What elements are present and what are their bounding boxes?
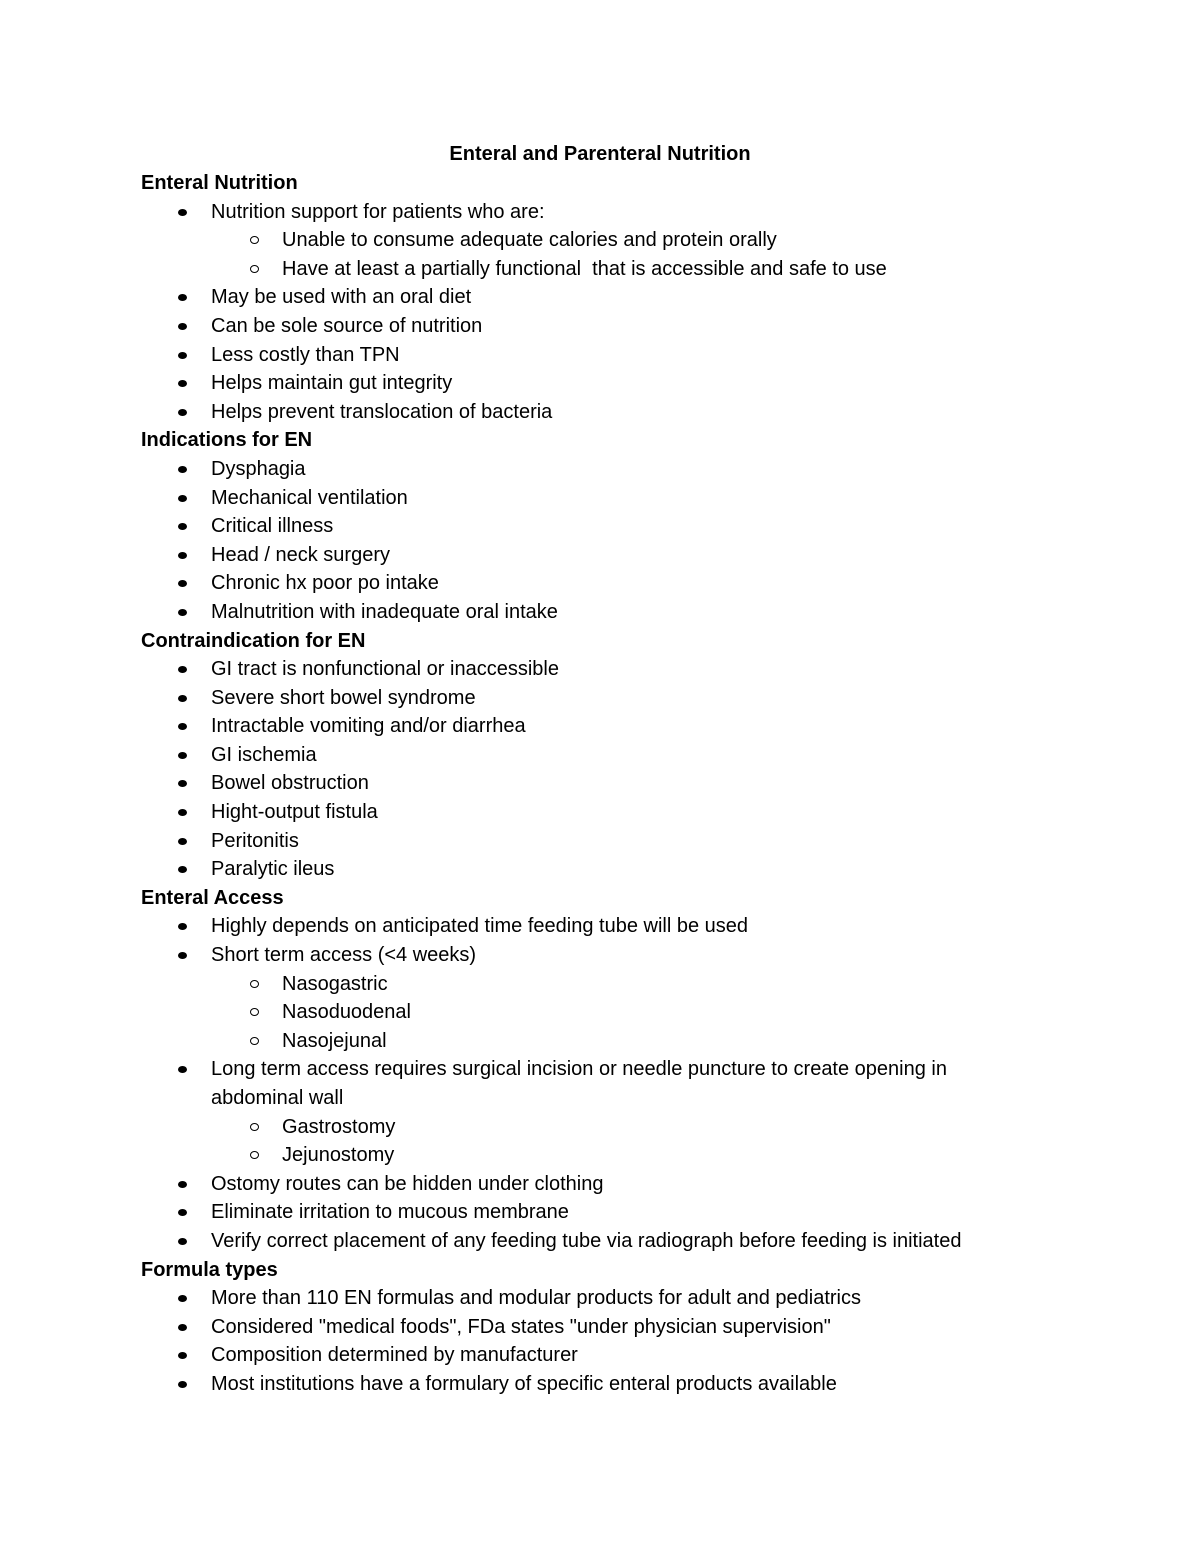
list-item bbox=[141, 569, 1041, 598]
section-list-enteral-nutrition bbox=[141, 198, 1041, 427]
filled-bullet-icon bbox=[178, 866, 187, 873]
hollow-bullet-icon bbox=[250, 980, 259, 988]
list-item bbox=[141, 684, 1041, 713]
sub-list-item bbox=[141, 970, 1041, 999]
list-item bbox=[141, 1313, 1041, 1342]
list-item-text: GI ischemia bbox=[211, 743, 317, 766]
filled-bullet-icon bbox=[178, 1181, 187, 1188]
filled-bullet-icon bbox=[178, 695, 187, 702]
list-item-text: Less costly than TPN bbox=[211, 343, 400, 366]
list-item-text: Paralytic ileus bbox=[211, 858, 335, 881]
sub-list-item bbox=[141, 226, 1041, 255]
list-item-text: More than 110 EN formulas and modular products for adult and pediatrics bbox=[211, 1287, 861, 1310]
list-item-text: Critical illness bbox=[211, 515, 334, 538]
list-item bbox=[141, 198, 1041, 227]
filled-bullet-icon bbox=[178, 1066, 187, 1073]
sub-list-item bbox=[141, 1113, 1041, 1142]
filled-bullet-icon bbox=[178, 1295, 187, 1302]
filled-bullet-icon bbox=[178, 352, 187, 359]
list-item bbox=[141, 512, 1041, 541]
list-item-text: Nutrition support for patients who are: bbox=[211, 200, 545, 223]
section-heading-enteral-access: Enteral Access bbox=[141, 886, 284, 909]
list-item bbox=[141, 1055, 1041, 1112]
filled-bullet-icon bbox=[178, 1324, 187, 1331]
filled-bullet-icon bbox=[178, 952, 187, 959]
list-item bbox=[141, 712, 1041, 741]
list-item-text: Hight-output fistula bbox=[211, 801, 378, 824]
document-title: Enteral and Parenteral Nutrition bbox=[449, 143, 751, 165]
list-item-text: Short term access (<4 weeks) bbox=[211, 944, 477, 967]
list-item-text: Eliminate irritation to mucous membrane bbox=[211, 1201, 569, 1224]
hollow-bullet-icon bbox=[250, 236, 259, 244]
list-item-text: Gastrostomy bbox=[282, 1115, 396, 1138]
list-item bbox=[141, 1284, 1041, 1313]
list-item-text: Helps prevent translocation of bacteria bbox=[211, 400, 553, 423]
filled-bullet-icon bbox=[178, 838, 187, 845]
list-item bbox=[141, 1341, 1041, 1370]
list-item bbox=[141, 541, 1041, 570]
filled-bullet-icon bbox=[178, 523, 187, 530]
filled-bullet-icon bbox=[178, 380, 187, 387]
filled-bullet-icon bbox=[178, 1352, 187, 1359]
list-item bbox=[141, 312, 1041, 341]
hollow-bullet-icon bbox=[250, 265, 259, 273]
filled-bullet-icon bbox=[178, 752, 187, 759]
list-item-text: Most institutions have a formulary of specific enteral products available bbox=[211, 1372, 837, 1395]
section-heading-formula-types: Formula types bbox=[141, 1258, 278, 1281]
list-item bbox=[141, 1170, 1041, 1199]
list-item-text: Malnutrition with inadequate oral intake bbox=[211, 600, 558, 623]
filled-bullet-icon bbox=[178, 1381, 187, 1388]
list-item-text: Have at least a partially functional that is accessible and safe to use bbox=[282, 257, 887, 280]
list-item bbox=[141, 398, 1041, 427]
list-item-text: Nasojejunal bbox=[282, 1029, 387, 1052]
section-heading-indications: Indications for EN bbox=[141, 429, 313, 452]
sub-list-item bbox=[141, 1027, 1041, 1056]
list-item bbox=[141, 855, 1041, 884]
list-item bbox=[141, 484, 1041, 513]
list-item bbox=[141, 1370, 1041, 1399]
list-item-text: Dysphagia bbox=[211, 457, 306, 480]
hollow-bullet-icon bbox=[250, 1037, 259, 1045]
filled-bullet-icon bbox=[178, 409, 187, 416]
filled-bullet-icon bbox=[178, 552, 187, 559]
section-heading-contraindication: Contraindication for EN bbox=[141, 629, 366, 652]
list-item bbox=[141, 769, 1041, 798]
list-item bbox=[141, 912, 1041, 941]
list-item-text: Nasoduodenal bbox=[282, 1001, 411, 1024]
list-item-text: Long term access requires surgical incision or needle puncture to create opening in abdominal wall bbox=[211, 1058, 947, 1109]
filled-bullet-icon bbox=[178, 809, 187, 816]
list-item-text: Chronic hx poor po intake bbox=[211, 572, 439, 595]
section-heading-enteral-nutrition: Enteral Nutrition bbox=[141, 172, 298, 194]
list-item bbox=[141, 1227, 1041, 1256]
list-item-text: Head / neck surgery bbox=[211, 543, 390, 566]
section-list-indications bbox=[141, 455, 1041, 627]
list-item bbox=[141, 655, 1041, 684]
hollow-bullet-icon bbox=[250, 1151, 259, 1159]
hollow-bullet-icon bbox=[250, 1008, 259, 1016]
list-item-text: Bowel obstruction bbox=[211, 772, 369, 795]
sub-list-item bbox=[141, 255, 1041, 284]
list-item-text: Considered "medical foods", FDa states "under physician supervision" bbox=[211, 1315, 831, 1338]
filled-bullet-icon bbox=[178, 466, 187, 473]
section-list-formula-types bbox=[141, 1284, 1041, 1398]
list-item bbox=[141, 283, 1041, 312]
list-item-text: Severe short bowel syndrome bbox=[211, 686, 476, 709]
list-item bbox=[141, 798, 1041, 827]
list-item bbox=[141, 1198, 1041, 1227]
list-item-text: Unable to consume adequate calories and protein orally bbox=[282, 229, 777, 252]
section-list-contraindication bbox=[141, 655, 1041, 884]
list-item-text: Helps maintain gut integrity bbox=[211, 372, 453, 395]
filled-bullet-icon bbox=[178, 294, 187, 301]
filled-bullet-icon bbox=[178, 1209, 187, 1216]
list-item-text: Composition determined by manufacturer bbox=[211, 1344, 578, 1367]
list-item-text: Jejunostomy bbox=[282, 1144, 395, 1167]
list-item bbox=[141, 455, 1041, 484]
hollow-bullet-icon bbox=[250, 1123, 259, 1131]
filled-bullet-icon bbox=[178, 723, 187, 730]
list-item bbox=[141, 741, 1041, 770]
sub-list-item bbox=[141, 998, 1041, 1027]
list-item bbox=[141, 369, 1041, 398]
list-item-text: May be used with an oral diet bbox=[211, 286, 472, 309]
list-item bbox=[141, 941, 1041, 970]
list-item-text: Ostomy routes can be hidden under clothing bbox=[211, 1172, 604, 1195]
filled-bullet-icon bbox=[178, 780, 187, 787]
filled-bullet-icon bbox=[178, 609, 187, 616]
list-item bbox=[141, 341, 1041, 370]
filled-bullet-icon bbox=[178, 323, 187, 330]
list-item-text: Verify correct placement of any feeding tube via radiograph before feeding is initiated bbox=[211, 1229, 962, 1252]
list-item-text: GI tract is nonfunctional or inaccessible bbox=[211, 658, 559, 681]
list-item bbox=[141, 827, 1041, 856]
list-item-text: Intractable vomiting and/or diarrhea bbox=[211, 715, 526, 738]
list-item-text: Can be sole source of nutrition bbox=[211, 314, 483, 337]
filled-bullet-icon bbox=[178, 209, 187, 216]
filled-bullet-icon bbox=[178, 580, 187, 587]
filled-bullet-icon bbox=[178, 1238, 187, 1245]
filled-bullet-icon bbox=[178, 923, 187, 930]
filled-bullet-icon bbox=[178, 666, 187, 673]
list-item-text: Mechanical ventilation bbox=[211, 486, 408, 509]
document-body bbox=[141, 169, 1041, 1399]
list-item-text: Highly depends on anticipated time feeding tube will be used bbox=[211, 915, 749, 938]
list-item-text: Peritonitis bbox=[211, 829, 299, 852]
section-list-enteral-access bbox=[141, 912, 1041, 1255]
sub-list-item bbox=[141, 1141, 1041, 1170]
list-item bbox=[141, 598, 1041, 627]
list-item-text: Nasogastric bbox=[282, 972, 388, 995]
filled-bullet-icon bbox=[178, 495, 187, 502]
